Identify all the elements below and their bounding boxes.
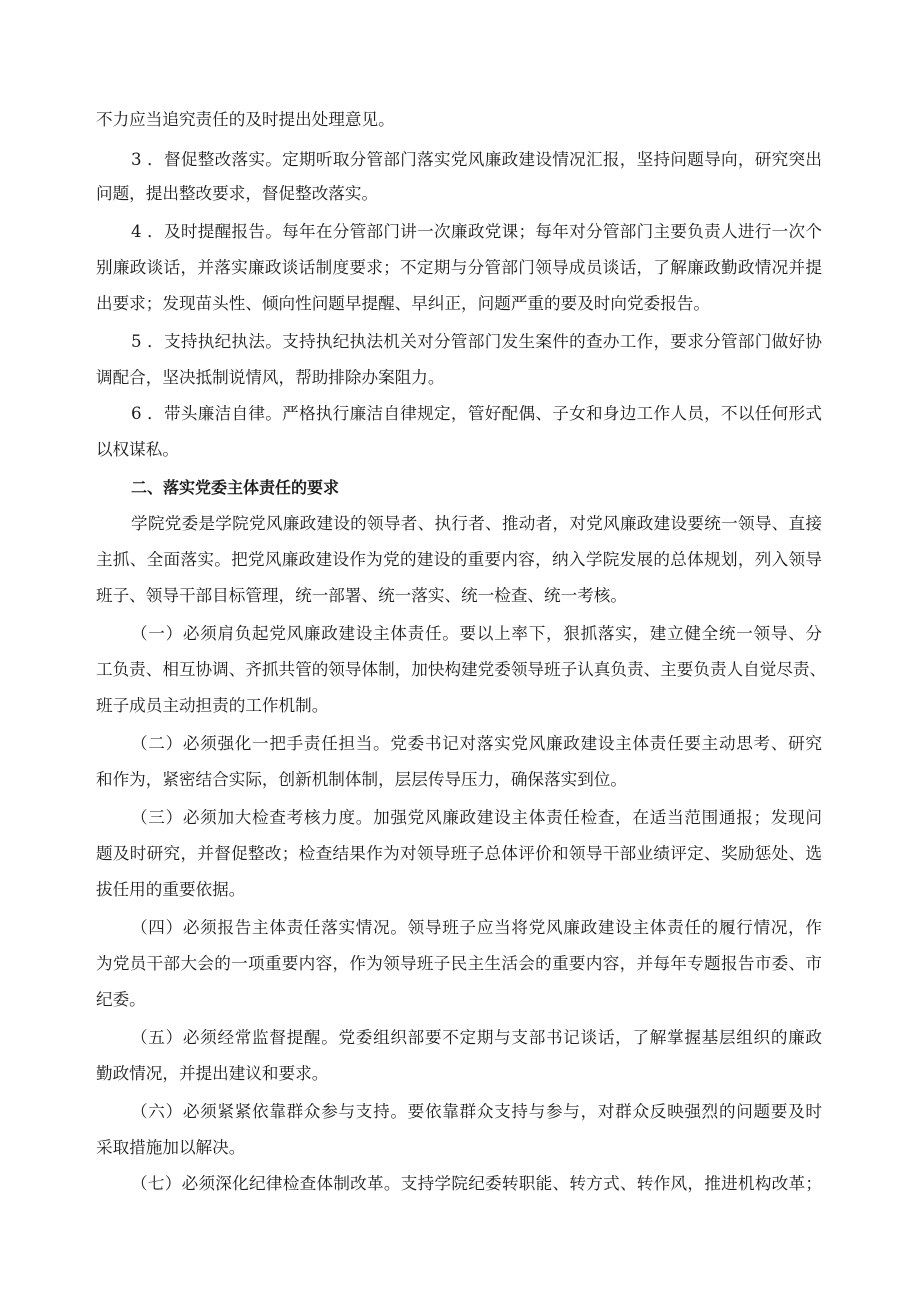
text-line: 采取措施加以解决。 [96,1138,246,1157]
text-line: 班子成员主动担责的工作机制。 [96,696,329,715]
text-line: 班子、领导干部目标管理，统一部署、统一落实、统一检查、统一考核。 [96,586,627,605]
text-line: 勤政情况，并提出建议和要求。 [96,1064,329,1083]
text-line: 为党员干部大会的一项重要内容，作为领导班子民主生活会的重要内容，并每年专题报告市委、市 [96,954,822,973]
text-line: 5 ．支持执纪执法。支持执纪执法机关对分管部门发生案件的查办工作，要求分管部门做好协 [131,332,822,351]
text-line: 学院党委是学院党风廉政建设的领导者、执行者、推动者，对党风廉政建设要统一领导、直接 [131,514,822,533]
text-line: （六）必须紧紧依靠群众参与支持。要依靠群众支持与参与，对群众反映强烈的问题要及时 [131,1102,822,1121]
text-line: （一）必须肩负起党风廉政建设主体责任。要以上率下，狠抓落实，建立健全统一领导、分 [131,624,822,643]
text-line: （四）必须报告主体责任落实情况。领导班子应当将党风廉政建设主体责任的履行情况，作 [131,918,822,937]
text-line: 出要求；发现苗头性、倾向性问题早提醒、早纠正，问题严重的要及时向党委报告。 [96,294,710,313]
text-line: 不力应当追究责任的及时提出处理意见。 [96,110,395,129]
text-line: 调配合，坚决抵制说情风，帮助排除办案阻力。 [96,368,445,387]
text-line: 以权谋私。 [96,440,179,459]
text-line: 题及时研究，并督促整改；检查结果作为对领导班子总体评价和领导干部业绩评定、奖励惩处、选 [96,844,822,863]
text-line: 和作为，紧密结合实际，创新机制体制，层层传导压力，确保落实到位。 [96,770,627,789]
text-line: （三）必须加大检查考核力度。加强党风廉政建设主体责任检查，在适当范围通报；发现问 [131,808,822,827]
text-line: 纪委。 [96,990,146,1009]
text-line: 拔任用的重要依据。 [96,880,246,899]
text-line: 别廉政谈话，并落实廉政谈话制度要求；不定期与分管部门领导成员谈话，了解廉政勤政情况并提 [96,258,822,277]
text-line: 6 ．带头廉洁自律。严格执行廉洁自律规定，管好配偶、子女和身边工作人员，不以任何形式 [131,404,822,423]
text-line: （七）必须深化纪律检查体制改革。支持学院纪委转职能、转方式、转作风，推进机构改革； [131,1174,822,1193]
text-line: 主抓、全面落实。把党风廉政建设作为党的建设的重要内容，纳入学院发展的总体规划，列入领导 [96,550,822,569]
text-line: 工负责、相互协调、齐抓共管的领导体制，加快构建党委领导班子认真负责、主要负责人自觉尽责、 [96,660,827,679]
text-line: （二）必须强化一把手责任担当。党委书记对落实党风廉政建设主体责任要主动思考、研究 [131,734,822,753]
text-line: 4 ．及时提醒报告。每年在分管部门讲一次廉政党课；每年对分管部门主要负责人进行一次个 [131,222,822,241]
text-line: （五）必须经常监督提醒。党委组织部要不定期与支部书记谈话，了解掌握基层组织的廉政 [131,1028,822,1047]
text-line: 问题，提出整改要求，督促整改落实。 [96,184,379,203]
section-heading: 二、落实党委主体责任的要求 [131,478,340,497]
text-line: 3 ．督促整改落实。定期听取分管部门落实党风廉政建设情况汇报，坚持问题导向，研究突出 [131,150,822,169]
